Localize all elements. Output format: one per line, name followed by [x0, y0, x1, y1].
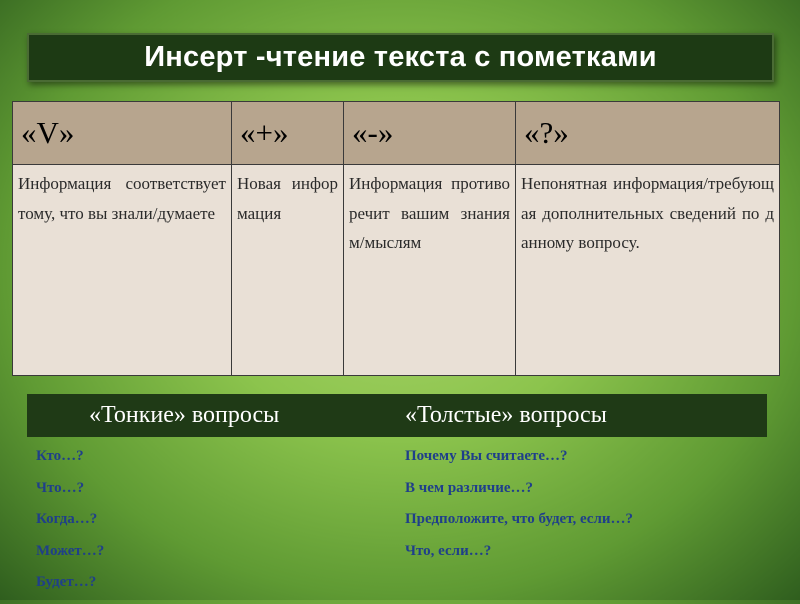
list-item: Когда…?	[36, 511, 98, 527]
thick-questions-list	[405, 446, 633, 572]
table-body-row	[13, 165, 780, 376]
list-item: Кто…?	[36, 448, 84, 464]
header-cell-minus: «-»	[344, 102, 516, 165]
desc-cell-minus	[344, 165, 516, 376]
slide-title-bar	[27, 33, 774, 82]
desc-cell-question	[516, 165, 780, 376]
header-cell-v: «V»	[13, 102, 232, 165]
table-header-row	[13, 102, 780, 165]
list-item: Что…?	[36, 479, 85, 496]
insert-table	[12, 101, 780, 376]
desc-cell-plus	[232, 165, 344, 376]
desc-text-plus: Новая информация	[237, 174, 338, 223]
desc-text-v: Информация соответствует тому, что вы знали/думаете	[18, 174, 226, 223]
list-item: Предположите, что будет, если…?	[405, 511, 633, 527]
thin-questions-list	[36, 446, 104, 604]
header-cell-plus: «+»	[232, 102, 344, 165]
desc-cell-v	[13, 165, 232, 376]
list-item: Может…?	[36, 542, 105, 559]
list-item: В чем различие…?	[405, 479, 534, 496]
slide-title: Инсерт -чтение текста с пометками	[144, 41, 657, 73]
header-cell-question: «?»	[516, 102, 780, 165]
desc-text-minus: Информация противоречит вашим знаниям/мыслям	[349, 174, 510, 252]
thick-questions-label: «Толстые» вопросы	[405, 402, 607, 428]
thin-questions-label: «Тонкие» вопросы	[89, 402, 280, 428]
list-item: Почему Вы считаете…?	[405, 448, 568, 464]
desc-text-question: Непонятная информация/требующая дополнительных сведений по данному вопросу.	[521, 174, 774, 252]
questions-header-bar	[27, 394, 767, 437]
list-item: Что, если…?	[405, 542, 492, 559]
list-item: Будет…?	[36, 574, 97, 590]
